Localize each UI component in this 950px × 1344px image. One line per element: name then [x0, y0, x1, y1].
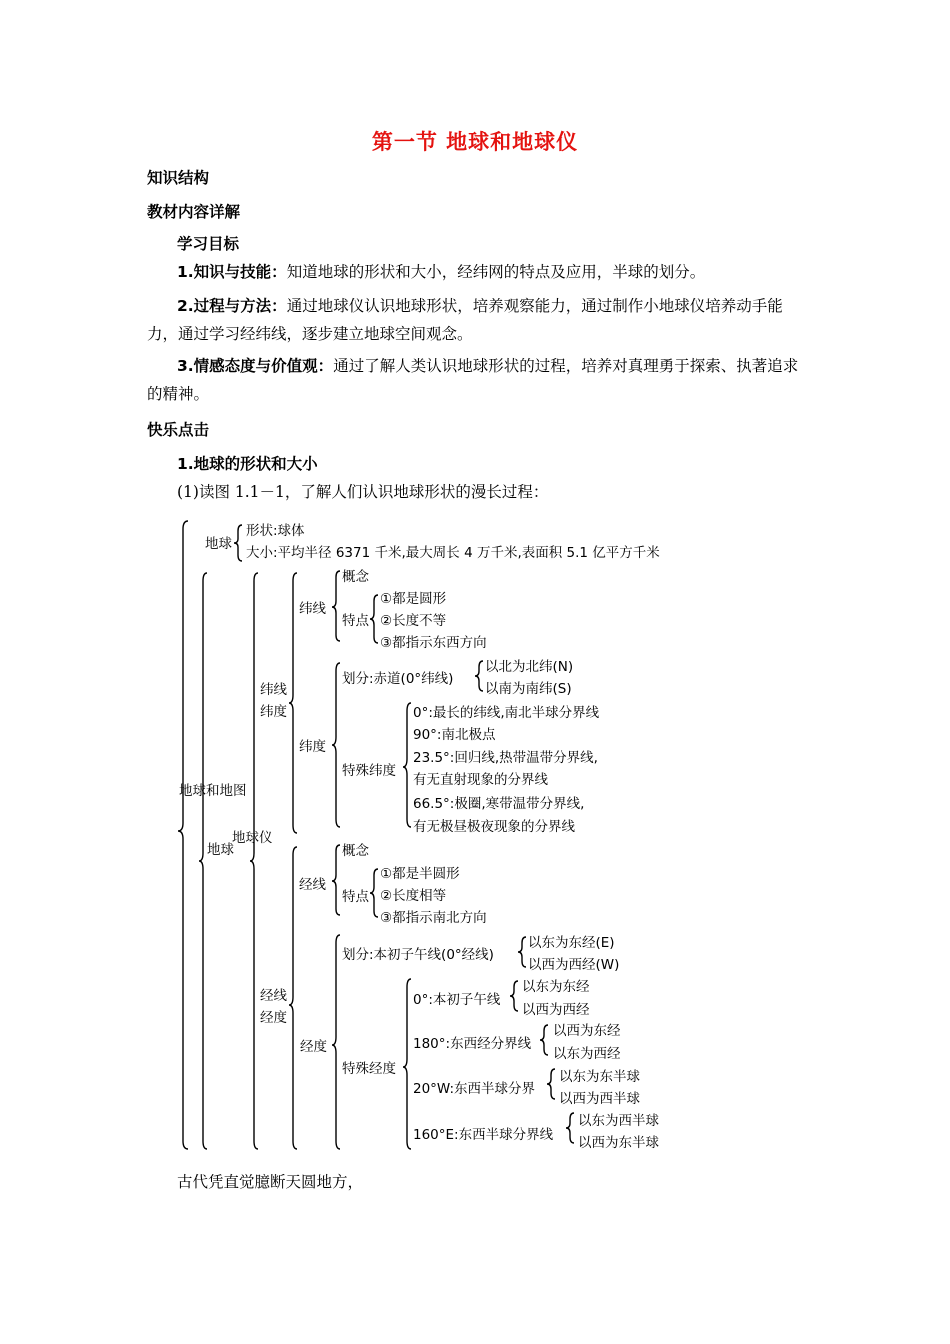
knowledge-tree-diagram [170, 513, 680, 1153]
tree-s0: 0°:本初子午线 [413, 992, 501, 1008]
goal-3-label: 3.情感态度与价值观： [177, 357, 334, 375]
tree-lon-f3: ③都指示南北方向 [380, 910, 487, 926]
tree-shape: 形状:球体 [246, 523, 305, 539]
tree-north: 以北为北纬(N) [485, 659, 574, 675]
tree-sl3: 23.5°:回归线,热带温带分界线, [413, 750, 598, 766]
tree-lat-group: 纬线 纬度 [260, 682, 287, 720]
section-goals: 学习目标 [177, 235, 240, 253]
tree-globe: 地球仪 [232, 830, 273, 846]
tree-lon-concept: 概念 [342, 843, 369, 859]
tree-special-lat: 特殊纬度 [342, 763, 396, 779]
goal-3-text: 通过了解人类认识地球形状的过程，培养对真理勇于探索、执著追求的精神。 [147, 357, 799, 403]
tree-size: 大小:平均半径 6371 千米,最大周长 4 万千米,表面积 5.1 亿平方千米 [246, 545, 660, 561]
tree-lon-line: 经线 [299, 877, 326, 893]
goal-2-label: 2.过程与方法： [177, 297, 287, 315]
tree-west: 以西为西经(W) [528, 957, 620, 973]
section-detail: 教材内容详解 [147, 203, 241, 221]
tree-lat-degree: 纬度 [299, 739, 326, 755]
bracket-lon-degree [332, 935, 340, 1149]
tree-south: 以南为南纬(S) [485, 681, 572, 697]
bracket-s160 [566, 1113, 574, 1143]
bracket-lat-divide [475, 661, 483, 691]
tree-s180a: 以西为东经 [553, 1023, 621, 1039]
tree-s160b: 以西为东半球 [578, 1135, 659, 1151]
goal-2 [147, 292, 807, 348]
bracket-lon-line [332, 845, 340, 915]
tree-lon-f2: ②长度相等 [380, 888, 447, 904]
tree-lon-divide: 划分:本初子午线(0°经线) [342, 947, 494, 963]
tree-s180: 180°:东西经分界线 [413, 1036, 532, 1052]
read-figure-text: (1)读图 1.1－1，了解人们认识地球形状的漫长过程： [177, 483, 549, 501]
tree-sl2: 90°:南北极点 [413, 727, 496, 743]
tree-special-lon: 特殊经度 [342, 1061, 396, 1077]
bracket-root [178, 521, 188, 1149]
tree-east: 以东为东经(E) [528, 935, 615, 951]
shape-heading: 1.地球的形状和大小 [177, 455, 318, 473]
bracket-earth-top [234, 525, 242, 561]
tree-s180b: 以东为西经 [553, 1046, 621, 1062]
tree-s0b: 以西为西经 [522, 1002, 590, 1018]
bracket-s180 [540, 1025, 548, 1055]
bracket-lon-divide [518, 937, 526, 967]
bracket-lat-degree [332, 663, 340, 827]
tree-s160: 160°E:东西半球分界线 [413, 1127, 554, 1143]
tree-lat-feature: 特点 [342, 613, 369, 629]
tree-lon-degree: 经度 [300, 1039, 327, 1055]
tree-s20b: 以西为西半球 [559, 1091, 640, 1107]
page-title: 第一节 地球和地球仪 [371, 130, 579, 154]
goal-1 [177, 258, 705, 286]
tree-sl4b: 有无极昼极夜现象的分界线 [413, 819, 575, 835]
tree-lat-f1: ①都是圆形 [380, 591, 447, 607]
tree-lon-feature: 特点 [342, 889, 369, 905]
tree-lon-f1: ①都是半圆形 [380, 866, 460, 882]
bracket-lat-line [332, 571, 340, 641]
tree-earth-branch: 地球 [205, 536, 232, 552]
tree-lat-f3: ③都指示东西方向 [380, 635, 487, 651]
goal-1-text: 知道地球的形状和大小，经纬网的特点及应用，半球的划分。 [286, 263, 706, 281]
tree-lat-divide: 划分:赤道(0°纬线) [342, 671, 454, 687]
section-happy: 快乐点击 [147, 421, 210, 439]
tree-root: 地球和地图 [179, 783, 247, 799]
bracket-special-lon [403, 979, 411, 1149]
tree-earth2: 地球 [207, 842, 234, 858]
tree-s20: 20°W:东西半球分界 [413, 1081, 536, 1097]
bracket-lon-feature [370, 869, 378, 917]
tree-sl3b: 有无直射现象的分界线 [413, 772, 548, 788]
goal-1-label: 1.知识与技能： [177, 263, 287, 281]
tree-s0a: 以东为东经 [522, 979, 590, 995]
bracket-s20 [547, 1069, 555, 1099]
bracket-globe [250, 573, 258, 1149]
tree-sl4: 66.5°:极圈,寒带温带分界线, [413, 796, 585, 812]
bracket-s0 [510, 981, 518, 1011]
goal-3 [147, 352, 807, 408]
tree-sl1: 0°:最长的纬线,南北半球分界线 [413, 705, 600, 721]
bracket-lat-feature [370, 595, 378, 643]
tree-s20a: 以东为东半球 [559, 1069, 640, 1085]
bracket-special-lat [403, 703, 411, 827]
ancient-text: 古代凭直觉臆断天圆地方， [177, 1173, 364, 1191]
tree-lon-group: 经线 经度 [260, 988, 287, 1026]
tree-lat-concept: 概念 [342, 569, 369, 585]
tree-s160a: 以东为西半球 [578, 1113, 659, 1129]
bracket-earth [199, 573, 207, 1149]
goal-2-text: 通过地球仪认识地球形状，培养观察能力，通过制作小地球仪培养动手能力，通过学习经纬线，逐步建立地球空间观念。 [147, 297, 783, 343]
section-structure: 知识结构 [147, 169, 210, 187]
tree-lat-line: 纬线 [299, 601, 326, 617]
tree-lat-f2: ②长度不等 [380, 613, 447, 629]
